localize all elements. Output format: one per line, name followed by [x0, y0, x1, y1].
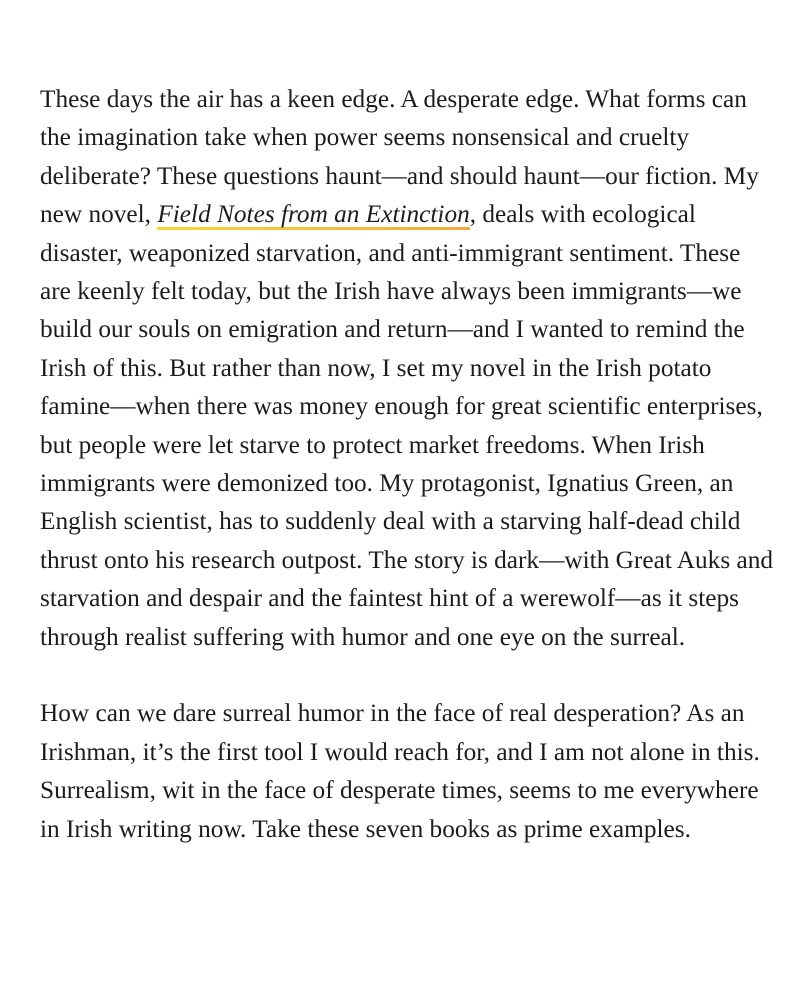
- paragraph-second: How can we dare surreal humor in the face of real desperation? As an Irishman, it’s the first tool I would reach for, and I am not alone in this. Surrealism, wit in the face of desperate times, seems to me everywhere in Irish writing now. Take these seven books as prime examples.: [40, 699, 760, 843]
- paragraph-intro-text-end: , deals with ecological disaster, weaponized starvation, and anti-immigrant sentiment. These are keenly felt today, but the Irish have always been immigrants—we build our souls on emigration and return—and I wanted to remind the Irish of this. But rather than now, I set my novel in the Irish potato famine—when there was money enough for great scientific enterprises, but people were let starve to protect market freedoms. When Irish immigrants were demonized too. My protagonist, Ignatius Green, an English scientist, has to suddenly deal with a starving half-dead child thrust onto his research outpost. The story is dark—with Great Auks and starvation and despair and the faintest hint of a werewolf—as it steps through realist suffering with humor and one eye on the surreal.: [40, 200, 774, 651]
- paragraph-intro: [40, 80, 775, 656]
- paragraph-intro-text-start: These days the air has a keen edge. A desperate edge. What forms can the imagination take when power seems nonsensical and cruelty deliberate? These questions haunt—and should haunt—our fiction. My new novel,: [40, 85, 759, 229]
- book-title-link[interactable]: Field Notes from an Extinction: [157, 200, 470, 229]
- article-body: [40, 80, 775, 848]
